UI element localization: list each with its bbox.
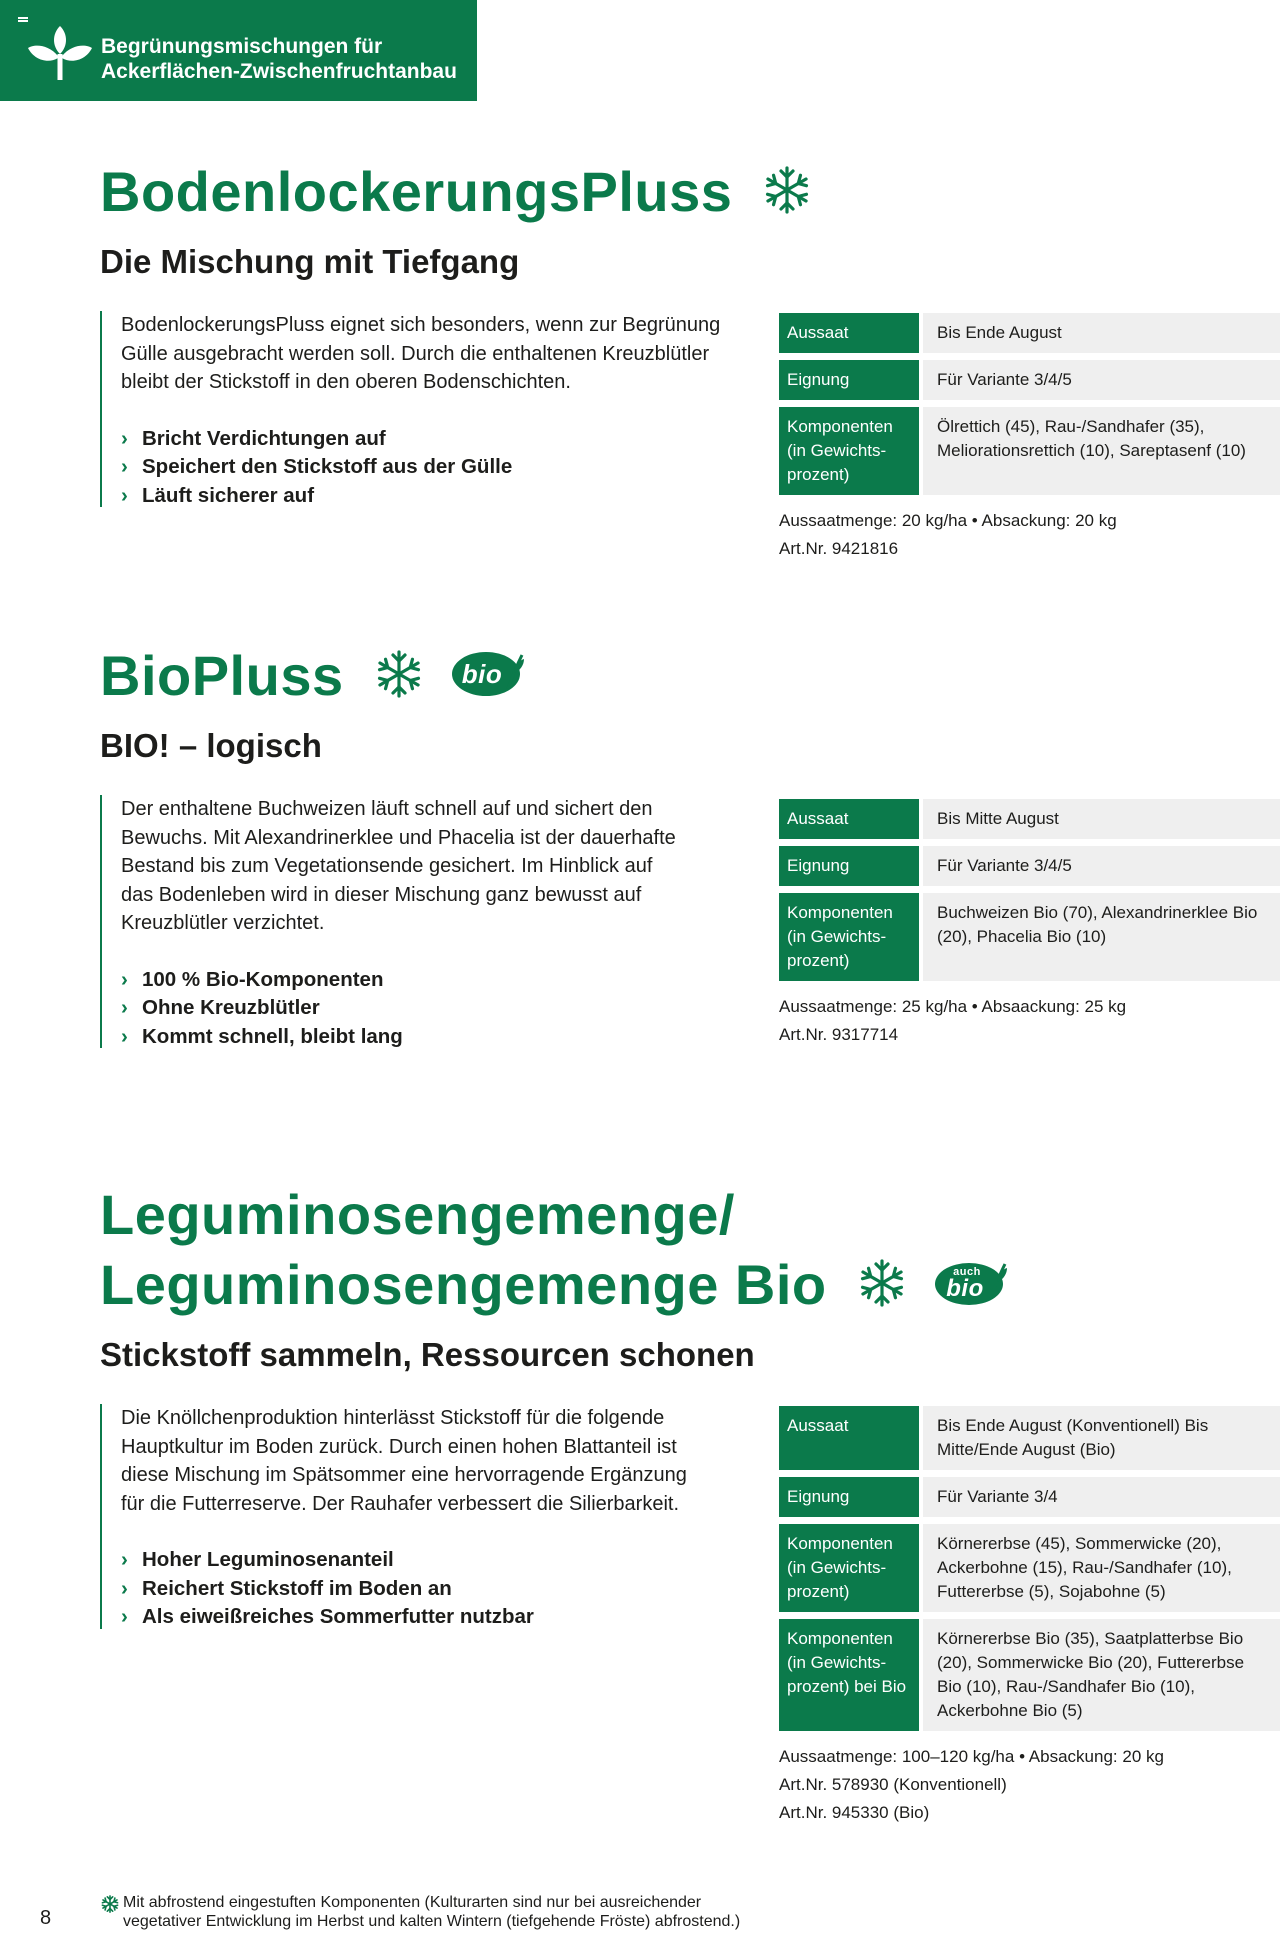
- spec-value: Für Variante 3/4: [923, 1477, 1280, 1517]
- spec-row-aussaat: [779, 1406, 1280, 1473]
- product-title: [100, 157, 810, 227]
- article-number: Art.Nr. 9317714: [779, 1025, 899, 1044]
- spec-row-eignung: [779, 360, 1280, 403]
- header-title-line1: Begrünungsmischungen für: [101, 35, 383, 58]
- header-band: [0, 0, 477, 101]
- product-title: [100, 1180, 1009, 1320]
- order-info: [779, 507, 1280, 563]
- product-subtitle: Die Mischung mit Tiefgang: [100, 243, 520, 280]
- snowflake-icon: [859, 1257, 905, 1309]
- page-number: 8: [40, 1907, 52, 1929]
- snowflake-icon: [376, 648, 422, 700]
- order-info: [779, 993, 1280, 1049]
- spec-key: Aussaat: [779, 1406, 919, 1470]
- spec-value: Körnererbse Bio (35), Saatplatterbse Bio (20), Sommerwicke Bio (20), Futtererbse Bio (10), Rau-/Sandhafer Bio (10), Ackerbohne Bio (5): [923, 1619, 1280, 1731]
- feature-item: › Reichert Stickstoff im Boden an: [121, 1575, 740, 1604]
- feature-item: › 100 % Bio-Komponenten: [121, 966, 740, 995]
- spec-value: Für Variante 3/4/5: [923, 360, 1280, 400]
- spec-row-eignung: [779, 846, 1280, 889]
- spec-key: Eignung: [779, 360, 919, 400]
- spec-value: Bis Ende August: [923, 313, 1280, 353]
- product-title-text: BodenlockerungsPluss: [100, 160, 733, 223]
- sowing-rate: Aussaatmenge: 25 kg/ha • Absaackung: 25 kg: [779, 997, 1127, 1016]
- feature-list: [121, 1546, 740, 1632]
- spec-table: [779, 799, 1280, 1049]
- article-number: Art.Nr. 578930 (Konventionell): [779, 1775, 1007, 1794]
- snowflake-icon: [764, 164, 810, 216]
- spec-key: Aussaat: [779, 799, 919, 839]
- snowflake-icon: [101, 1894, 119, 1914]
- spec-row-komponenten-bio: [779, 1619, 1280, 1734]
- footnote-line2: vegetativer Entwicklung im Herbst und kalten Wintern (tiefgehende Fröste) abfrostend.): [123, 1913, 741, 1930]
- product-title: [100, 641, 526, 711]
- feature-item: › Bricht Verdichtungen auf: [121, 425, 740, 454]
- auch-bio-badge: [933, 1258, 1009, 1308]
- order-info: [779, 1743, 1280, 1827]
- sowing-rate: Aussaatmenge: 20 kg/ha • Absackung: 20 kg: [779, 511, 1117, 530]
- spec-table: [779, 313, 1280, 563]
- description-block: [100, 795, 740, 1048]
- feature-item: › Ohne Kreuzblütler: [121, 994, 740, 1023]
- article-number-bio: Art.Nr. 945330 (Bio): [779, 1803, 930, 1822]
- header-title: [101, 34, 471, 84]
- product-title-text: BioPluss: [100, 644, 344, 707]
- spec-row-aussaat: [779, 799, 1280, 842]
- spec-key: Eignung: [779, 1477, 919, 1517]
- spec-key: Eignung: [779, 846, 919, 886]
- header-title-line2: Ackerflächen-Zwischenfruchtanbau: [101, 60, 457, 83]
- footnote-line1: Mit abfrostend eingestuften Komponenten (Kulturarten sind nur bei ausreichender: [123, 1894, 702, 1911]
- product-subtitle: BIO! – logisch: [100, 727, 322, 764]
- spec-value: Bis Mitte August: [923, 799, 1280, 839]
- plant-leaf-icon: [26, 18, 94, 84]
- article-number: Art.Nr. 9421816: [779, 539, 899, 558]
- spec-row-aussaat: [779, 313, 1280, 356]
- sowing-rate: Aussaatmenge: 100–120 kg/ha • Absackung: 20 kg: [779, 1747, 1164, 1766]
- spec-key: Aussaat: [779, 313, 919, 353]
- description-block: [100, 1404, 740, 1629]
- feature-item: › Läuft sicherer auf: [121, 482, 740, 511]
- spec-value: Für Variante 3/4/5: [923, 846, 1280, 886]
- feature-list: [121, 966, 740, 1052]
- spec-row-komponenten: [779, 1524, 1280, 1615]
- description-text: Die Knöllchenproduktion hinterlässt Stickstoff für die folgende Hauptkultur im Boden zurück. Durch einen hohen Blattanteil ist diese Mischung im Spätsommer eine hervorragende Ergänzung für die Futterreserve. Der Rauhafer verbessert die Silierbarkeit.: [121, 1407, 687, 1515]
- product-title-line2: Leguminosengemenge Bio: [100, 1253, 827, 1316]
- auch-label: auch: [952, 1266, 981, 1279]
- spec-value: Körnererbse (45), Sommerwicke (20), Ackerbohne (15), Rau-/Sandhafer (10), Futtererbse (5), Sojabohne (5): [923, 1524, 1280, 1612]
- description-text: Der enthaltene Buchweizen läuft schnell auf und sichert den Bewuchs. Mit Alexandrinerklee und Phacelia ist der dauerhafte Bestand bis zum Vegetationsende gesichert. Im Hinblick auf das Bodenleben wird in dieser Mischung ganz bewusst auf Kreuzblütler verzichtet.: [121, 798, 676, 934]
- footnote: [101, 1893, 861, 1931]
- bio-badge-label: bio: [946, 1275, 984, 1303]
- product-title-line1: Leguminosengemenge/: [100, 1183, 735, 1246]
- bio-badge-label: bio: [461, 659, 502, 690]
- spec-table: [779, 1406, 1280, 1827]
- spec-value: Ölrettich (45), Rau-/Sandhafer (35), Meliorationsrettich (10), Sareptasenf (10): [923, 407, 1280, 495]
- feature-list: [121, 425, 740, 511]
- spec-value: Bis Ende August (Konventionell) Bis Mitte/Ende August (Bio): [923, 1406, 1280, 1470]
- spec-key: Komponenten (in Gewichts-prozent): [779, 893, 919, 981]
- spec-row-eignung: [779, 1477, 1280, 1520]
- product-subtitle: Stickstoff sammeln, Ressourcen schonen: [100, 1336, 755, 1373]
- feature-item: › Kommt schnell, bleibt lang: [121, 1023, 740, 1052]
- bio-badge: [450, 649, 526, 699]
- spec-value: Buchweizen Bio (70), Alexandrinerklee Bio (20), Phacelia Bio (10): [923, 893, 1280, 981]
- description-block: [100, 311, 740, 507]
- description-text: BodenlockerungsPluss eignet sich besonders, wenn zur Begrünung Gülle ausgebracht werden soll. Durch die enthaltenen Kreuzblütler bleibt der Stickstoff in den oberen Bodenschichten.: [121, 314, 721, 393]
- spec-row-komponenten: [779, 893, 1280, 984]
- spec-row-komponenten: [779, 407, 1280, 498]
- spec-key: Komponenten (in Gewichts-prozent): [779, 407, 919, 495]
- spec-key: Komponenten (in Gewichts-prozent) bei Bio: [779, 1619, 919, 1731]
- feature-item: › Speichert den Stickstoff aus der Gülle: [121, 453, 740, 482]
- feature-item: › Als eiweißreiches Sommerfutter nutzbar: [121, 1603, 740, 1632]
- spec-key: Komponenten (in Gewichts-prozent): [779, 1524, 919, 1612]
- feature-item: › Hoher Leguminosenanteil: [121, 1546, 740, 1575]
